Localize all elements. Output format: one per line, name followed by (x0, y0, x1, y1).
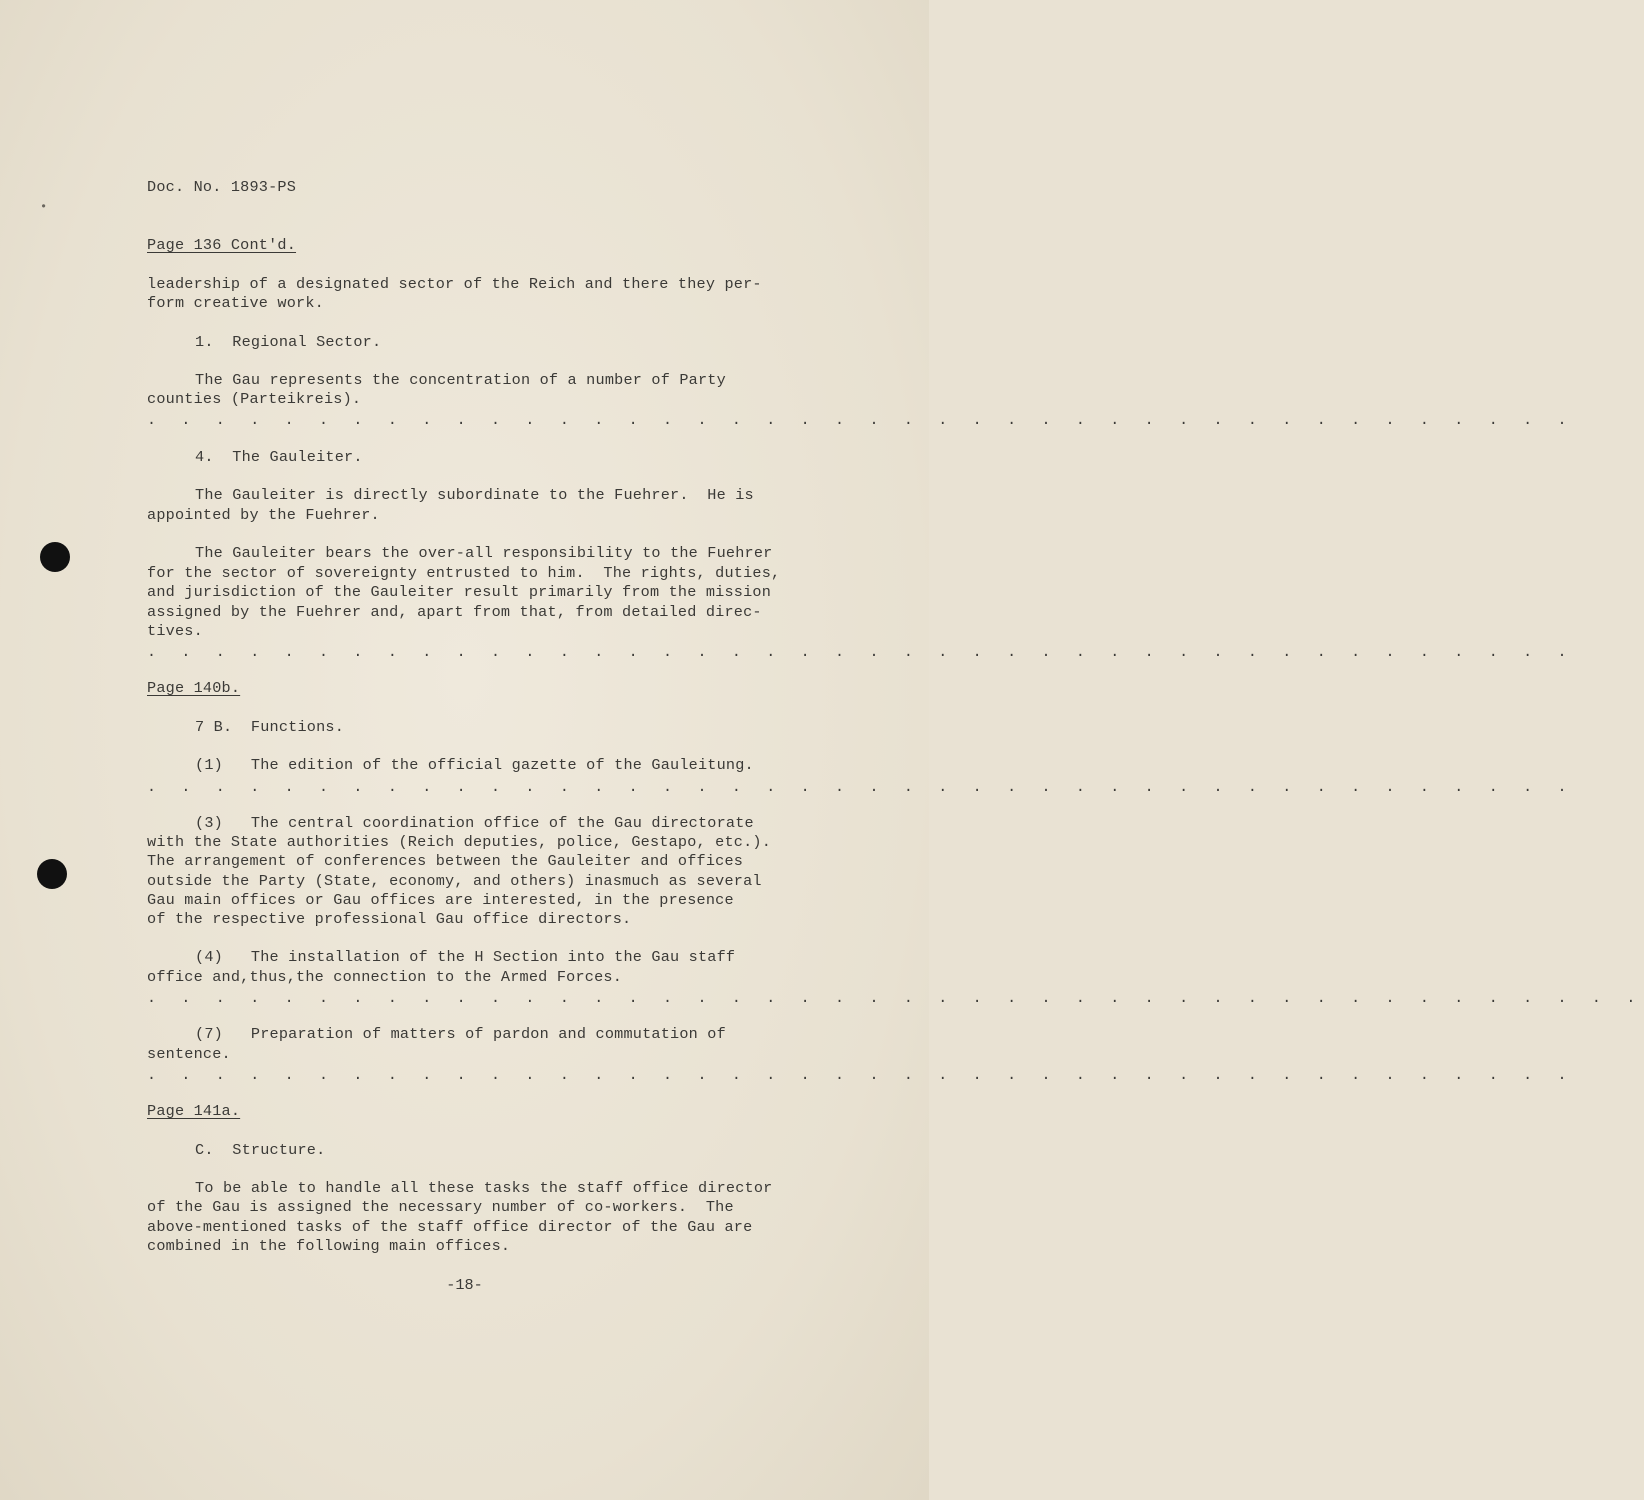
ellipsis-separator: . . . . . . . . . . . . . . . . . . . . . . . . . . . . . . . . . . . . . . . . . . (147, 644, 1575, 661)
text-line: office and,thus,the connection to the Armed Forces. (147, 968, 623, 986)
section-heading: C. Structure. (195, 1141, 326, 1159)
text-line: tives. (147, 622, 203, 640)
doc-number: Doc. No. 1893-PS (147, 178, 297, 196)
page-reference: Page 136 Cont'd. (147, 236, 297, 254)
text-line: and jurisdiction of the Gauleiter result primarily from the mission (147, 583, 772, 601)
text-line: sentence. (147, 1045, 231, 1063)
ellipsis-separator: . . . . . . . . . . . . . . . . . . . . . . . . . . . . . . . . . . . . . . . . . . (147, 1067, 1575, 1084)
page-number: -18- (446, 1276, 483, 1294)
text-line: of the Gau is assigned the necessary number of co-workers. The (147, 1198, 734, 1216)
text-line: counties (Parteikreis). (147, 390, 362, 408)
text-line: (1) The edition of the official gazette of the Gauleitung. (195, 756, 754, 774)
text-line: The Gauleiter bears the over-all responsibility to the Fuehrer (195, 544, 773, 562)
text-line: assigned by the Fuehrer and, apart from that, from detailed direc- (147, 603, 762, 621)
text-line: (3) The central coordination office of the Gau directorate (195, 814, 754, 832)
text-line: leadership of a designated sector of the Reich and there they per- (147, 275, 762, 293)
text-line: above-mentioned tasks of the staff office director of the Gau are (147, 1218, 753, 1236)
punch-hole-top (40, 542, 70, 572)
text-line: (4) The installation of the H Section into the Gau staff (195, 948, 736, 966)
text-line: for the sector of sovereignty entrusted to him. The rights, duties, (147, 564, 781, 582)
text-line: The arrangement of conferences between the Gauleiter and offices (147, 852, 744, 870)
page-reference: Page 141a. (147, 1102, 241, 1120)
text-line: of the respective professional Gau office directors. (147, 910, 632, 928)
ink-speck: • (40, 200, 48, 214)
page-reference: Page 140b. (147, 679, 241, 697)
punch-hole-bottom (37, 859, 67, 889)
ellipsis-separator: . . . . . . . . . . . . . . . . . . . . . . . . . . . . . . . . . . . . . . . . . . (147, 412, 1575, 429)
section-heading: 7 B. Functions. (195, 718, 345, 736)
text-line: The Gauleiter is directly subordinate to the Fuehrer. He is (195, 486, 754, 504)
text-line: outside the Party (State, economy, and others) inasmuch as several (147, 872, 762, 890)
text-line: The Gau represents the concentration of a number of Party (195, 371, 726, 389)
item-heading: 4. The Gauleiter. (195, 448, 363, 466)
ellipsis-separator: . . . . . . . . . . . . . . . . . . . . . . . . . . . . . . . . . . . . . . . . . . . . (147, 990, 1644, 1007)
item-heading: 1. Regional Sector. (195, 333, 382, 351)
text-line: To be able to handle all these tasks the staff office director (195, 1179, 773, 1197)
text-line: appointed by the Fuehrer. (147, 506, 380, 524)
ellipsis-separator: . . . . . . . . . . . . . . . . . . . . . . . . . . . . . . . . . . . . . . . . . . (147, 779, 1575, 796)
text-line: with the State authorities (Reich deputies, police, Gestapo, etc.). (147, 833, 772, 851)
text-line: combined in the following main offices. (147, 1237, 511, 1255)
text-line: form creative work. (147, 294, 324, 312)
text-line: (7) Preparation of matters of pardon and commutation of (195, 1025, 726, 1043)
text-line: Gau main offices or Gau offices are interested, in the presence (147, 891, 734, 909)
